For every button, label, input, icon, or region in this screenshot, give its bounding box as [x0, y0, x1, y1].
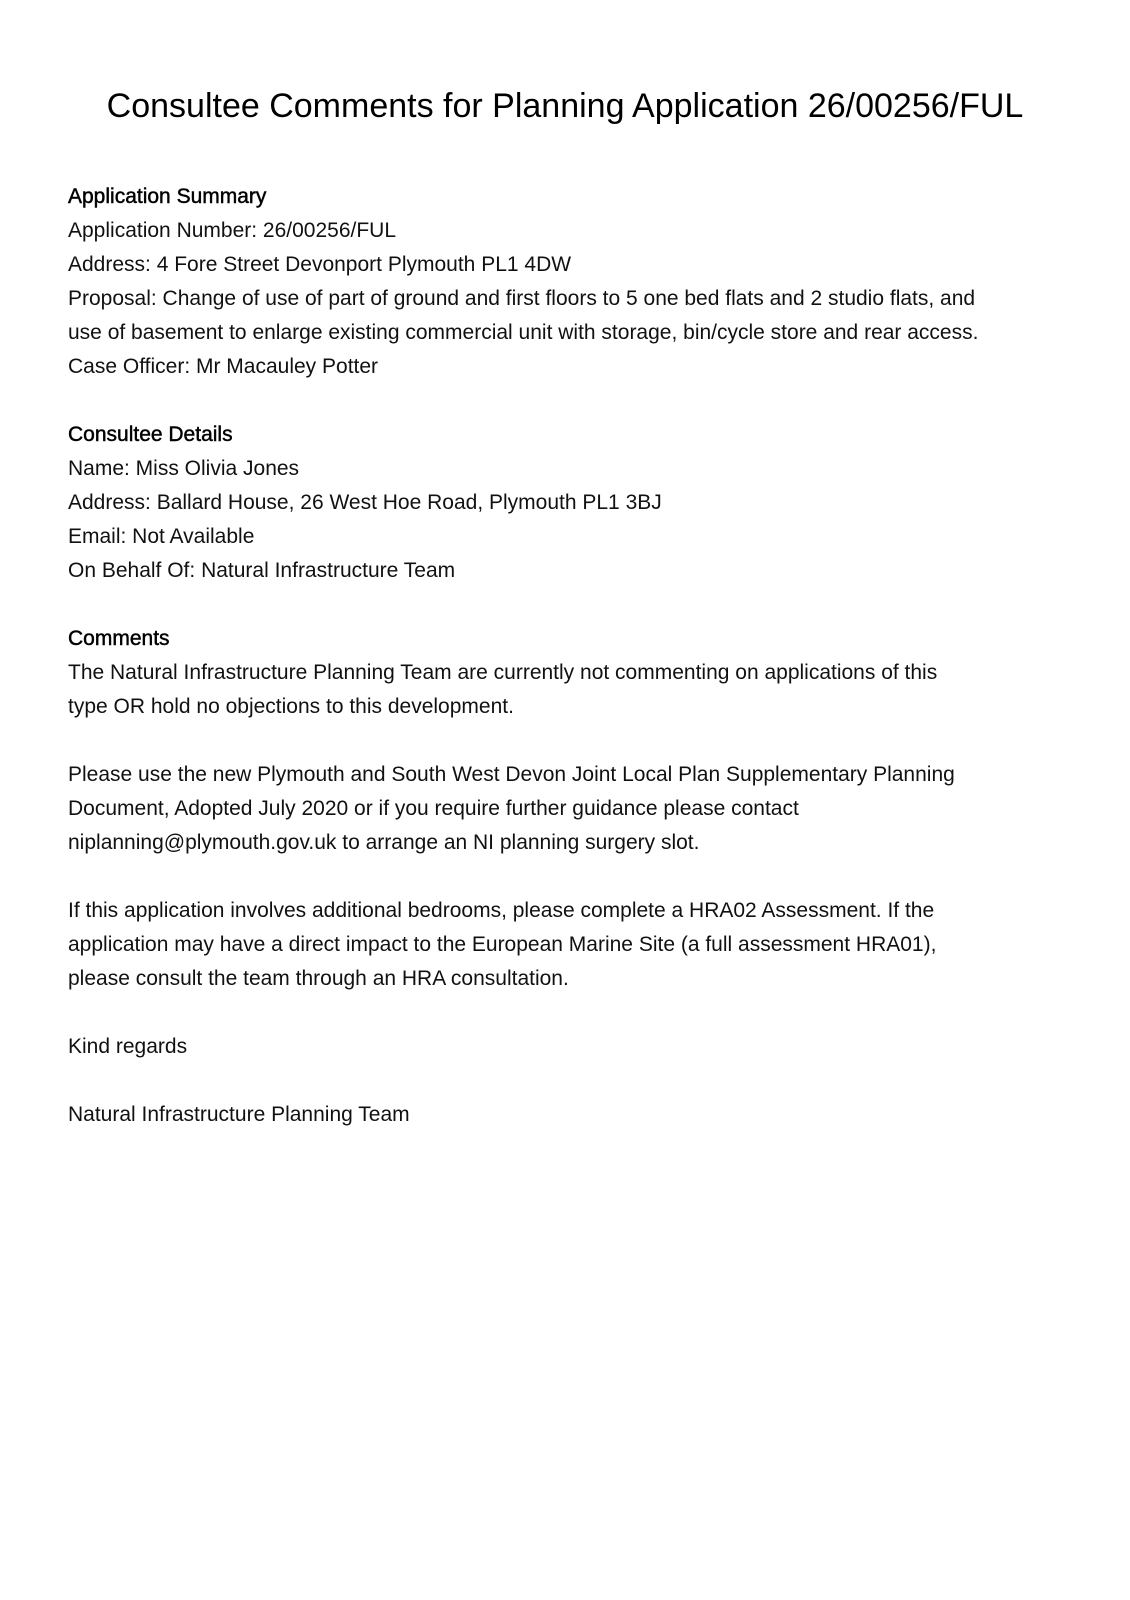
comment-paragraph-1 — [68, 656, 1068, 724]
consultee-name: Name: Miss Olivia Jones — [68, 457, 300, 480]
comments-section — [68, 622, 1068, 1132]
application-summary-heading: Application Summary — [68, 185, 267, 208]
paragraph-spacer — [68, 1064, 1068, 1098]
closing-kind-regards: Kind regards — [68, 1035, 188, 1058]
comment-p1-line-1: The Natural Infrastructure Planning Team are currently not commenting on applications of this — [68, 661, 938, 684]
consultee-email: Email: Not Available — [68, 525, 255, 548]
comment-paragraph-3 — [68, 894, 1068, 996]
section-spacer — [68, 588, 1068, 622]
consultee-on-behalf-of: On Behalf Of: Natural Infrastructure Team — [68, 559, 456, 582]
document-title: Consultee Comments for Planning Application 26/00256/FUL — [106, 87, 1024, 125]
signoff-team-name: Natural Infrastructure Planning Team — [68, 1103, 410, 1126]
proposal-line-2: use of basement to enlarge existing commercial unit with storage, bin/cycle store and rear access. — [68, 321, 979, 344]
paragraph-spacer — [68, 860, 1068, 894]
paragraph-spacer — [68, 996, 1068, 1030]
comments-heading: Comments — [68, 627, 170, 650]
comment-p3-line-3: please consult the team through an HRA consultation. — [68, 967, 569, 990]
paragraph-spacer — [68, 724, 1068, 758]
document-body — [68, 180, 1068, 1132]
section-spacer — [68, 384, 1068, 418]
consultee-details-heading: Consultee Details — [68, 423, 233, 446]
comment-p3-line-1: If this application involves additional bedrooms, please complete a HRA02 Assessment. If the — [68, 899, 935, 922]
consultee-address: Address: Ballard House, 26 West Hoe Road, Plymouth PL1 3BJ — [68, 491, 662, 514]
comment-paragraph-2 — [68, 758, 1068, 860]
consultee-details-section — [68, 418, 1068, 588]
comment-p2-line-3: niplanning@plymouth.gov.uk to arrange an NI planning surgery slot. — [68, 831, 700, 854]
comment-p2-line-1: Please use the new Plymouth and South West Devon Joint Local Plan Supplementary Planning — [68, 763, 955, 786]
comment-p3-line-2: application may have a direct impact to the European Marine Site (a full assessment HRA01), — [68, 933, 937, 956]
case-officer: Case Officer: Mr Macauley Potter — [68, 355, 379, 378]
comment-p1-line-2: type OR hold no objections to this development. — [68, 695, 514, 718]
application-number: Application Number: 26/00256/FUL — [68, 219, 397, 242]
comment-p2-line-2: Document, Adopted July 2020 or if you require further guidance please contact — [68, 797, 799, 820]
application-address: Address: 4 Fore Street Devonport Plymouth PL1 4DW — [68, 253, 572, 276]
proposal-line-1: Proposal: Change of use of part of ground and first floors to 5 one bed flats and 2 studio flats, and — [68, 287, 976, 310]
application-summary-section — [68, 180, 1068, 384]
